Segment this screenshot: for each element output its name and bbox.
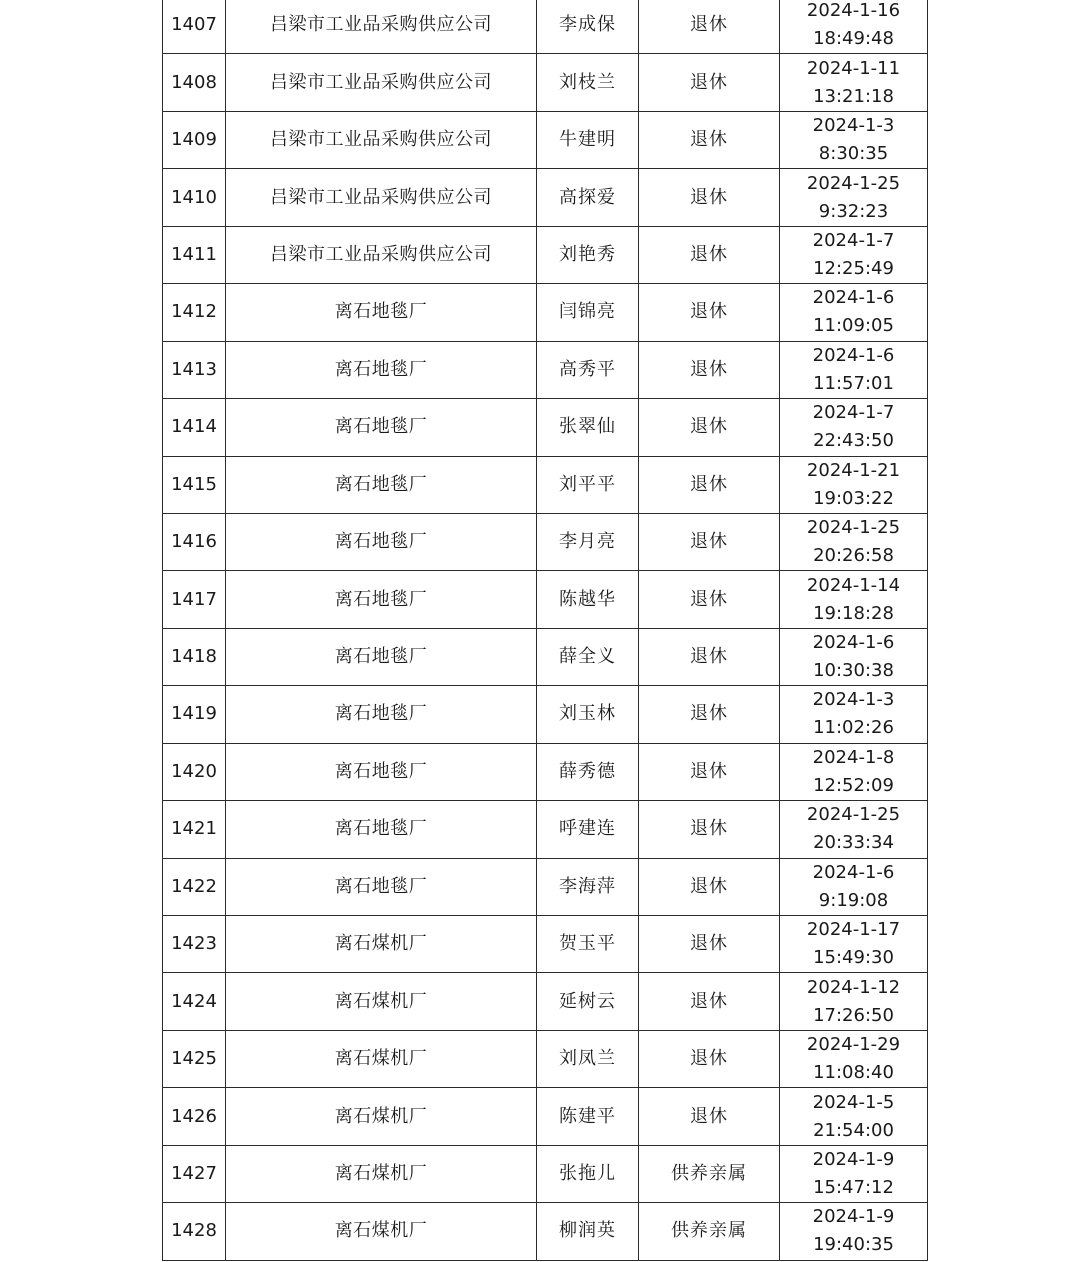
table-row (163, 628, 928, 685)
timestamp-time: 17:26:50 (813, 1004, 894, 1026)
table-row (163, 571, 928, 628)
timestamp-time: 9:19:08 (818, 889, 889, 911)
person-name: 陈越华 (537, 571, 639, 628)
table-row (163, 54, 928, 111)
record-number: 1428 (163, 1203, 226, 1260)
timestamp-cell (780, 743, 928, 800)
person-name: 薛秀德 (537, 743, 639, 800)
record-number: 1426 (163, 1088, 226, 1145)
person-name: 延树云 (537, 973, 639, 1030)
record-number: 1416 (163, 513, 226, 570)
table-row (163, 743, 928, 800)
timestamp-cell (780, 801, 928, 858)
employer-unit: 离石地毯厂 (226, 801, 537, 858)
employer-unit: 离石煤机厂 (226, 916, 537, 973)
table-row (163, 284, 928, 341)
employer-unit: 离石地毯厂 (226, 341, 537, 398)
employer-unit: 吕梁市工业品采购供应公司 (226, 226, 537, 283)
employer-unit: 离石地毯厂 (226, 571, 537, 628)
person-category: 退休 (639, 571, 780, 628)
table-row (163, 1145, 928, 1202)
person-name: 刘平平 (537, 456, 639, 513)
timestamp-cell (780, 1145, 928, 1202)
person-category: 供养亲属 (639, 1203, 780, 1260)
table-row (163, 341, 928, 398)
timestamp-cell (780, 1203, 928, 1260)
person-category: 退休 (639, 111, 780, 168)
timestamp-time: 15:47:12 (813, 1176, 894, 1198)
record-number: 1422 (163, 858, 226, 915)
record-number: 1408 (163, 54, 226, 111)
timestamp-date: 2024-1-6 (812, 632, 895, 654)
timestamp-time: 9:32:23 (818, 200, 889, 222)
timestamp-time: 10:30:38 (813, 660, 894, 682)
timestamp-time: 11:09:05 (813, 315, 894, 337)
person-category: 退休 (639, 399, 780, 456)
timestamp-date: 2024-1-9 (812, 1206, 895, 1228)
person-category: 退休 (639, 456, 780, 513)
table-row (163, 858, 928, 915)
person-category: 退休 (639, 169, 780, 226)
person-category: 退休 (639, 341, 780, 398)
timestamp-time: 12:52:09 (813, 774, 894, 796)
timestamp-time: 11:57:01 (813, 372, 894, 394)
employer-unit: 吕梁市工业品采购供应公司 (226, 54, 537, 111)
timestamp-cell (780, 54, 928, 111)
timestamp-cell (780, 456, 928, 513)
record-number: 1425 (163, 1030, 226, 1087)
employer-unit: 离石地毯厂 (226, 743, 537, 800)
person-category: 退休 (639, 54, 780, 111)
timestamp-date: 2024-1-5 (812, 1091, 895, 1113)
record-number: 1418 (163, 628, 226, 685)
records-table (162, 0, 928, 1261)
person-category: 退休 (639, 284, 780, 341)
timestamp-cell (780, 858, 928, 915)
person-name: 陈建平 (537, 1088, 639, 1145)
employer-unit: 离石煤机厂 (226, 1030, 537, 1087)
timestamp-date: 2024-1-25 (806, 172, 901, 194)
person-name: 贺玉平 (537, 916, 639, 973)
table-row (163, 686, 928, 743)
employer-unit: 离石煤机厂 (226, 973, 537, 1030)
record-number: 1419 (163, 686, 226, 743)
employer-unit: 离石煤机厂 (226, 1145, 537, 1202)
employer-unit: 吕梁市工业品采购供应公司 (226, 169, 537, 226)
person-name: 薛全义 (537, 628, 639, 685)
timestamp-time: 19:18:28 (813, 602, 894, 624)
person-name: 牛建明 (537, 111, 639, 168)
table-row (163, 1088, 928, 1145)
timestamp-date: 2024-1-6 (812, 287, 895, 309)
person-category: 退休 (639, 973, 780, 1030)
person-category: 退休 (639, 801, 780, 858)
table-row (163, 973, 928, 1030)
employer-unit: 离石地毯厂 (226, 456, 537, 513)
table-row (163, 916, 928, 973)
timestamp-date: 2024-1-3 (812, 689, 895, 711)
record-number: 1415 (163, 456, 226, 513)
timestamp-cell (780, 571, 928, 628)
employer-unit: 吕梁市工业品采购供应公司 (226, 0, 537, 54)
timestamp-cell (780, 226, 928, 283)
record-number: 1427 (163, 1145, 226, 1202)
timestamp-time: 11:08:40 (813, 1062, 894, 1084)
record-number: 1410 (163, 169, 226, 226)
table-row (163, 0, 928, 54)
person-name: 高探爱 (537, 169, 639, 226)
timestamp-time: 13:21:18 (813, 85, 894, 107)
person-category: 退休 (639, 743, 780, 800)
timestamp-date: 2024-1-16 (806, 0, 901, 22)
person-name: 柳润英 (537, 1203, 639, 1260)
record-number: 1409 (163, 111, 226, 168)
person-category: 退休 (639, 1088, 780, 1145)
timestamp-date: 2024-1-6 (812, 344, 895, 366)
person-name: 张翠仙 (537, 399, 639, 456)
record-number: 1411 (163, 226, 226, 283)
person-name: 李月亮 (537, 513, 639, 570)
person-category: 退休 (639, 0, 780, 54)
timestamp-date: 2024-1-12 (806, 976, 901, 998)
timestamp-time: 20:26:58 (813, 545, 894, 567)
timestamp-time: 15:49:30 (813, 947, 894, 969)
employer-unit: 离石煤机厂 (226, 1203, 537, 1260)
person-name: 张拖儿 (537, 1145, 639, 1202)
record-number: 1412 (163, 284, 226, 341)
person-category: 退休 (639, 686, 780, 743)
record-number: 1421 (163, 801, 226, 858)
record-number: 1414 (163, 399, 226, 456)
timestamp-date: 2024-1-3 (812, 115, 895, 137)
employer-unit: 离石地毯厂 (226, 858, 537, 915)
person-category: 供养亲属 (639, 1145, 780, 1202)
timestamp-cell (780, 628, 928, 685)
record-number: 1407 (163, 0, 226, 54)
person-name: 闫锦亮 (537, 284, 639, 341)
timestamp-time: 11:02:26 (813, 717, 894, 739)
timestamp-cell (780, 1088, 928, 1145)
timestamp-time: 22:43:50 (813, 430, 894, 452)
table-row (163, 801, 928, 858)
timestamp-cell (780, 169, 928, 226)
timestamp-time: 8:30:35 (818, 143, 889, 165)
person-category: 退休 (639, 226, 780, 283)
timestamp-date: 2024-1-29 (806, 1034, 901, 1056)
person-category: 退休 (639, 1030, 780, 1087)
timestamp-date: 2024-1-11 (806, 57, 901, 79)
timestamp-date: 2024-1-17 (806, 919, 901, 941)
timestamp-time: 19:40:35 (813, 1234, 894, 1256)
timestamp-time: 20:33:34 (813, 832, 894, 854)
timestamp-cell (780, 284, 928, 341)
record-number: 1423 (163, 916, 226, 973)
table-row (163, 399, 928, 456)
timestamp-cell (780, 686, 928, 743)
employer-unit: 吕梁市工业品采购供应公司 (226, 111, 537, 168)
person-category: 退休 (639, 916, 780, 973)
person-category: 退休 (639, 628, 780, 685)
timestamp-date: 2024-1-14 (806, 574, 901, 596)
person-category: 退休 (639, 858, 780, 915)
employer-unit: 离石地毯厂 (226, 686, 537, 743)
timestamp-cell (780, 513, 928, 570)
timestamp-time: 12:25:49 (813, 257, 894, 279)
record-number: 1424 (163, 973, 226, 1030)
record-number: 1413 (163, 341, 226, 398)
timestamp-cell (780, 916, 928, 973)
timestamp-cell (780, 0, 928, 54)
records-table-body (163, 0, 928, 1260)
table-row (163, 1203, 928, 1260)
timestamp-date: 2024-1-7 (812, 229, 895, 251)
person-name: 高秀平 (537, 341, 639, 398)
timestamp-cell (780, 341, 928, 398)
table-row (163, 226, 928, 283)
person-name: 刘艳秀 (537, 226, 639, 283)
timestamp-date: 2024-1-7 (812, 402, 895, 424)
timestamp-time: 21:54:00 (813, 1119, 894, 1141)
table-row (163, 1030, 928, 1087)
person-name: 刘玉林 (537, 686, 639, 743)
table-row (163, 456, 928, 513)
employer-unit: 离石地毯厂 (226, 284, 537, 341)
person-category: 退休 (639, 513, 780, 570)
timestamp-date: 2024-1-9 (812, 1148, 895, 1170)
timestamp-cell (780, 973, 928, 1030)
employer-unit: 离石煤机厂 (226, 1088, 537, 1145)
timestamp-cell (780, 111, 928, 168)
timestamp-time: 19:03:22 (813, 487, 894, 509)
timestamp-date: 2024-1-25 (806, 517, 901, 539)
employer-unit: 离石地毯厂 (226, 628, 537, 685)
person-name: 李海萍 (537, 858, 639, 915)
person-name: 呼建连 (537, 801, 639, 858)
timestamp-cell (780, 1030, 928, 1087)
record-number: 1417 (163, 571, 226, 628)
employer-unit: 离石地毯厂 (226, 513, 537, 570)
person-name: 李成保 (537, 0, 639, 54)
person-name: 刘枝兰 (537, 54, 639, 111)
timestamp-date: 2024-1-6 (812, 861, 895, 883)
timestamp-date: 2024-1-21 (806, 459, 901, 481)
timestamp-date: 2024-1-8 (812, 746, 895, 768)
timestamp-cell (780, 399, 928, 456)
table-row (163, 513, 928, 570)
person-name: 刘凤兰 (537, 1030, 639, 1087)
timestamp-time: 18:49:48 (813, 28, 894, 50)
timestamp-date: 2024-1-25 (806, 804, 901, 826)
employer-unit: 离石地毯厂 (226, 399, 537, 456)
record-number: 1420 (163, 743, 226, 800)
table-row (163, 169, 928, 226)
table-row (163, 111, 928, 168)
